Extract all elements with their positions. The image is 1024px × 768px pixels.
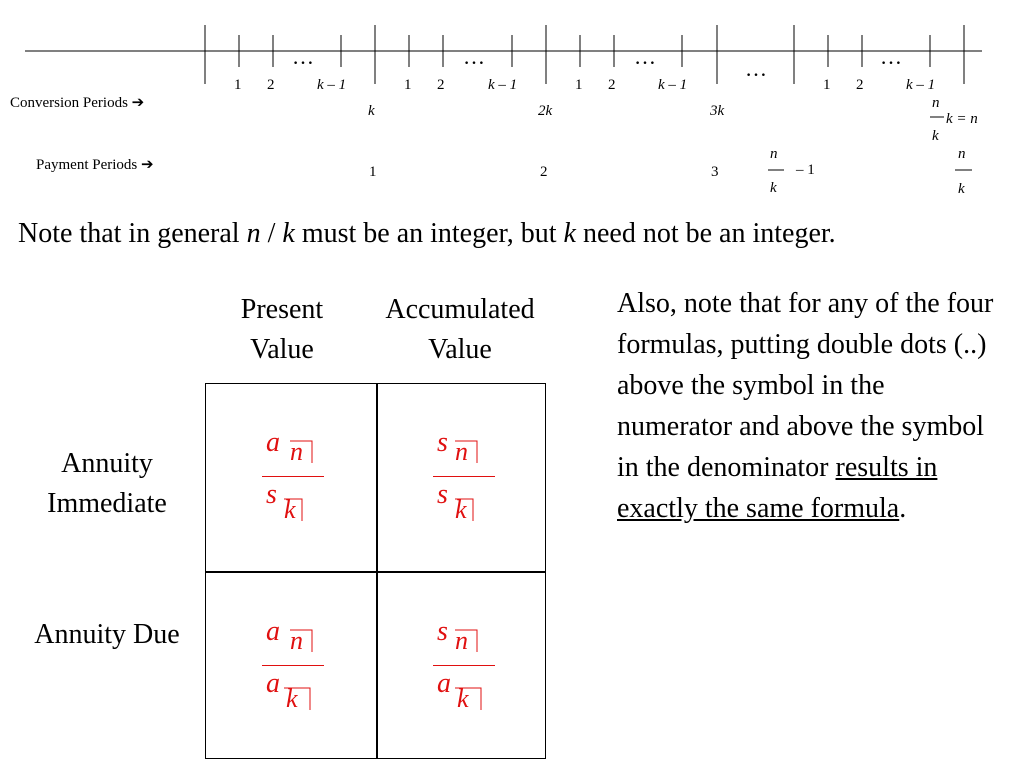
formula-due-accumulated <box>433 616 513 716</box>
denominator-subscript: k <box>455 495 467 524</box>
conversion-mark: 2k <box>538 103 553 119</box>
tick-label: 1 <box>575 77 583 93</box>
tick-label: 2 <box>608 77 616 93</box>
denominator-subscript: k <box>284 495 296 524</box>
tick-label: k – 1 <box>488 77 518 93</box>
angle-symbol <box>262 427 322 527</box>
formula-immediate-accumulated <box>433 427 513 527</box>
frac-numerator: n <box>770 146 778 162</box>
tick-label: k – 1 <box>658 77 688 93</box>
angle-symbol <box>433 616 493 716</box>
formula-immediate-present <box>262 427 342 527</box>
emphasis-underline: results in exactly the same formula <box>617 452 938 524</box>
conversion-mark: 3k <box>710 103 725 119</box>
numerator-symbol: a <box>266 427 280 458</box>
denominator-symbol: a <box>437 668 451 699</box>
numerator-symbol: s <box>437 427 448 458</box>
payment-penultimate-suffix: – 1 <box>796 162 815 178</box>
timeline-ticks <box>205 25 964 84</box>
numerator-subscript: n <box>290 626 303 655</box>
formula-due-present <box>262 616 342 716</box>
conversion-mark: k <box>368 103 375 119</box>
payment-mark: 3 <box>711 164 719 180</box>
denominator-symbol: s <box>437 479 448 510</box>
numerator-symbol: a <box>266 616 280 647</box>
numerator-subscript: n <box>455 437 468 466</box>
denominator-symbol: s <box>266 479 277 510</box>
angle-symbol <box>433 427 493 527</box>
frac-denominator: k <box>770 180 777 196</box>
ellipsis: … <box>634 44 656 69</box>
frac-denominator: k <box>958 181 965 197</box>
payment-mark: 1 <box>369 164 377 180</box>
column-header-accumulated-value: Accumulated Value <box>385 294 535 365</box>
tick-label: 1 <box>234 77 242 93</box>
row-header-annuity-due: Annuity Due <box>34 619 180 650</box>
conversion-periods-label: Conversion Periods ➔ <box>10 95 145 111</box>
ellipsis: … <box>880 44 902 69</box>
frac-numerator: n <box>958 146 966 162</box>
timeline-axis <box>0 0 1024 210</box>
numerator-symbol: s <box>437 616 448 647</box>
ellipsis: … <box>745 56 767 81</box>
side-note: Also, note that for any of the four formulas, putting double dots (..) above the symbol in the numerator and above the symbol in the denominator results in exactly the same formula. <box>617 288 994 524</box>
denominator-subscript: k <box>457 684 469 713</box>
table-divider <box>206 571 545 573</box>
frac-numerator: n <box>932 95 940 111</box>
payment-periods-label: Payment Periods ➔ <box>36 157 154 173</box>
column-header-present-value: Present Value <box>240 294 324 365</box>
conversion-end-label: k = n <box>946 111 978 127</box>
angle-symbol <box>262 616 322 716</box>
denominator-symbol: a <box>266 668 280 699</box>
tick-label: 1 <box>404 77 412 93</box>
tick-label: 2 <box>856 77 864 93</box>
tick-label: 2 <box>267 77 275 93</box>
numerator-subscript: n <box>455 626 468 655</box>
general-note: Note that in general n / k must be an integer, but k need not be an integer. <box>18 218 836 249</box>
tick-label: 1 <box>823 77 831 93</box>
denominator-subscript: k <box>286 684 298 713</box>
tick-label: k – 1 <box>906 77 936 93</box>
frac-denominator: k <box>932 128 939 144</box>
ellipsis: … <box>463 44 485 69</box>
numerator-subscript: n <box>290 437 303 466</box>
tick-label: 2 <box>437 77 445 93</box>
tick-label: k – 1 <box>317 77 347 93</box>
row-header-annuity-immediate: Annuity Immediate <box>47 448 167 519</box>
ellipsis: … <box>292 44 314 69</box>
payment-mark: 2 <box>540 164 548 180</box>
